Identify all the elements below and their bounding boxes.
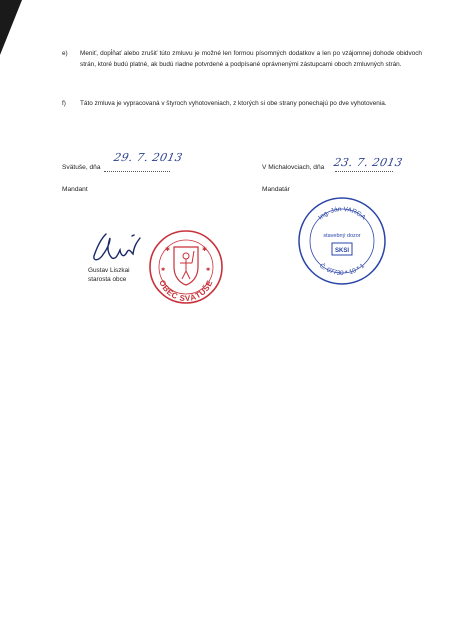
svg-text:✱: ✱ xyxy=(161,267,166,273)
left-place-label: Svätuše, dňa xyxy=(62,164,101,171)
mandant-signature xyxy=(88,228,148,268)
clause-f-text: Táto zmluva je vypracovaná v štyroch vyhotoveniach, z ktorých si obe strany ponechajú po dve vyhotovenia. xyxy=(80,100,387,107)
signer-name: Gustav Liszkai xyxy=(88,267,130,274)
svg-text:Č. 07730 * 10 * 1 xyxy=(318,261,366,277)
seal-text: OBEC SVÄTUŠE xyxy=(157,278,215,304)
clause-e xyxy=(62,48,422,70)
svg-text:✱: ✱ xyxy=(206,267,211,273)
left-date-line xyxy=(104,171,170,172)
svg-text:SKSI: SKSI xyxy=(334,248,350,254)
clause-f xyxy=(62,98,422,109)
signer-title: starosta obce xyxy=(88,276,127,283)
left-role-label: Mandant xyxy=(62,186,88,193)
engineer-stamp xyxy=(296,195,388,287)
right-handwritten-date: 23. 7. 2013 xyxy=(332,156,404,169)
clause-e-text: Meniť, dopĺňať alebo zrušiť túto zmluvu je možné len formou písomných dodatkov a len po vzájomnej dohode obidvoch strán, ktoré budú platné, ak budú riadne potvrdené a podpísané oprávnenými zástupcami oboch zmluvných strán. xyxy=(80,50,422,69)
right-date-line xyxy=(335,171,393,172)
svg-text:Ing. Ján VARGA xyxy=(317,206,367,222)
svg-text:OBEC SVÄTUŠE xyxy=(157,279,214,303)
stamp-middle-text: stavebný dozor xyxy=(323,233,361,239)
clause-f-number: f) xyxy=(62,100,66,107)
svg-text:✱: ✱ xyxy=(165,247,171,253)
svg-text:✱: ✱ xyxy=(202,247,208,253)
right-role-label: Mandatár xyxy=(262,186,290,193)
clause-e-number: e) xyxy=(62,50,68,57)
folded-corner xyxy=(0,0,22,55)
stamp-bottom-text: Č. 07730 * 10 * 1 xyxy=(318,262,366,278)
right-place-label: V Michalovciach, dňa xyxy=(262,164,325,171)
left-handwritten-date: 29. 7. 2013 xyxy=(112,151,184,164)
stamp-top-text: Ing. Ján VARGA xyxy=(317,205,367,222)
municipal-seal xyxy=(146,227,226,307)
